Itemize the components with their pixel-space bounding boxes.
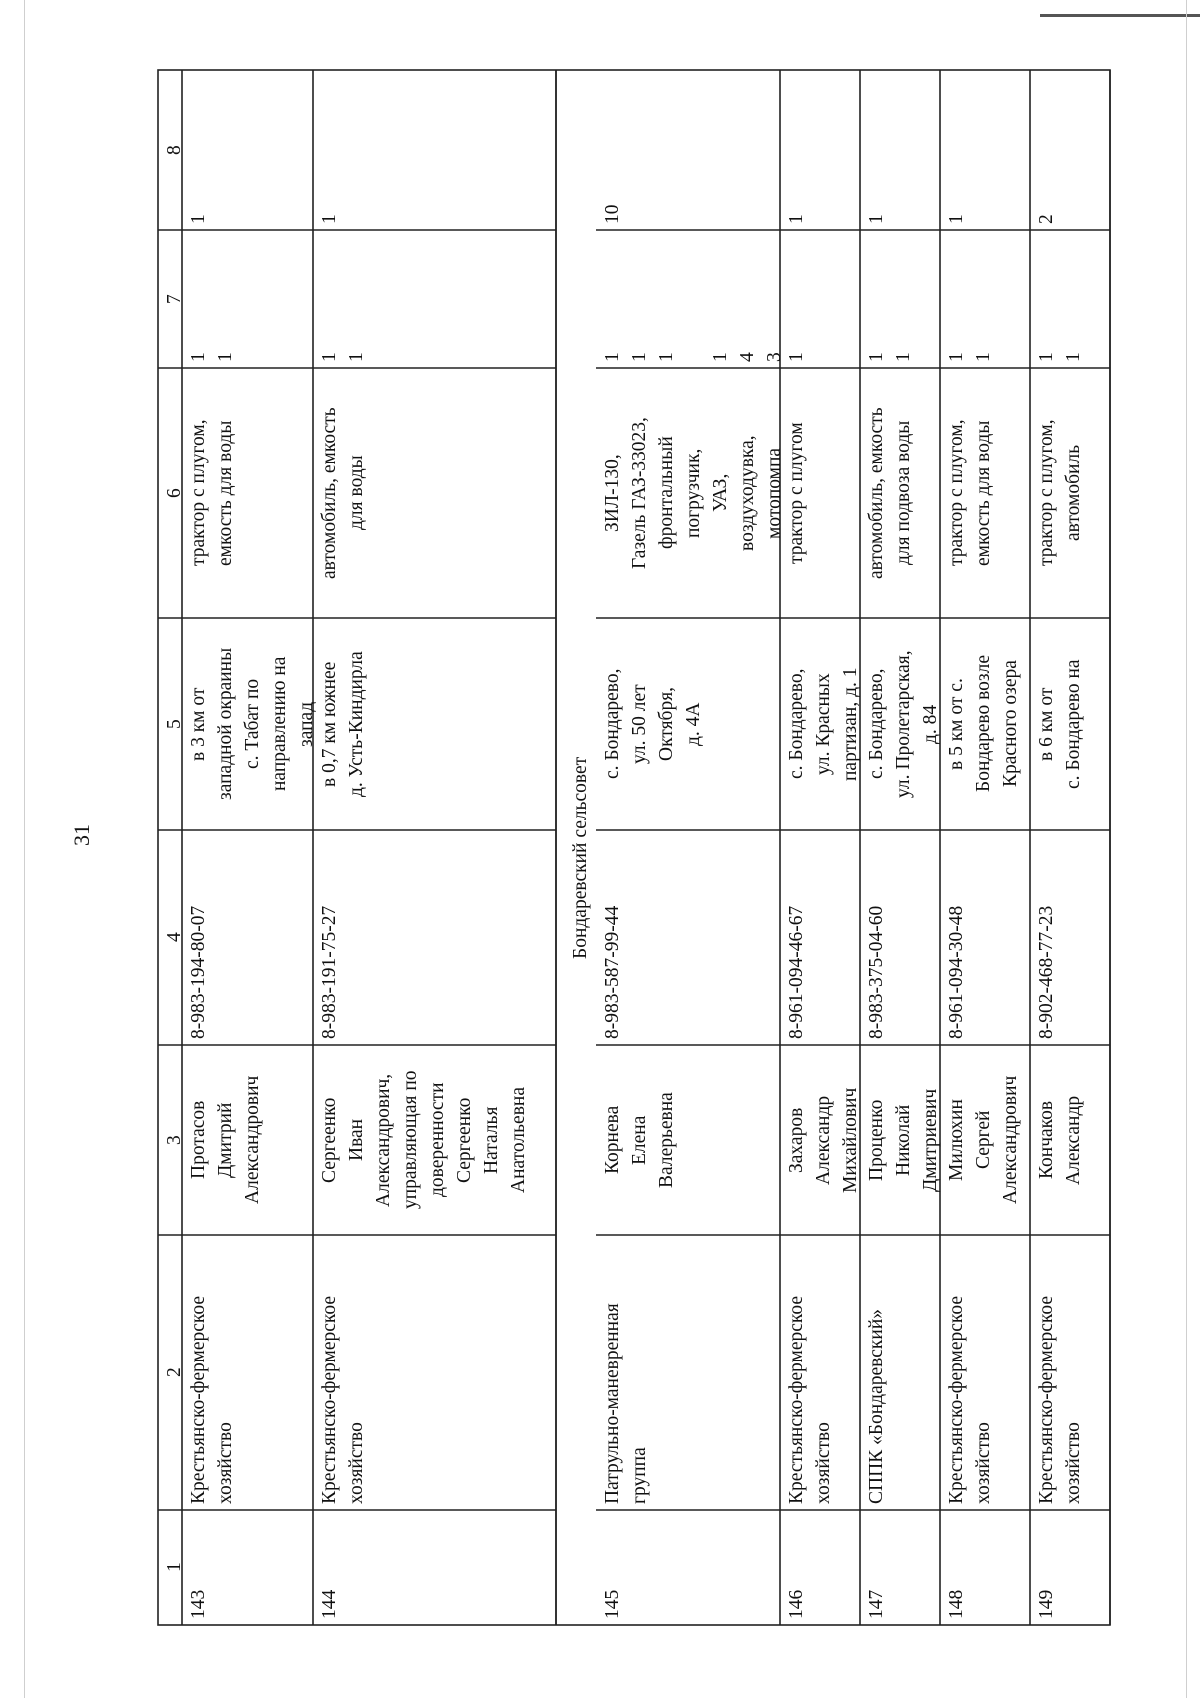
cell-qty-149: 1 1 [1036, 352, 1084, 362]
cell-equipment-148: трактор с плугом, емкость для воды [946, 419, 994, 567]
cell-type-146: Крестьянско-фермерское хозяйство [786, 1295, 834, 1504]
cell-location-146: с. Бондарево, ул. Красных партизан, д. 1 [786, 667, 861, 781]
cell-no-143: 143 [188, 1589, 209, 1619]
cell-qty-148: 1 1 [946, 352, 994, 362]
cell-person-148: Милюхин Сергей Александрович [946, 1075, 1021, 1205]
cell-qty-147: 1 1 [866, 352, 914, 362]
cell-no-149: 149 [1036, 1589, 1057, 1619]
cell-person-149: Кончаков Александр [1036, 1095, 1084, 1185]
header-cell-2: 2 [164, 1367, 185, 1378]
header-cell-6: 6 [164, 488, 185, 498]
cell-person-146: Захаров Александр Михайлович [786, 1087, 861, 1193]
cell-no-148: 148 [946, 1589, 967, 1619]
cell-type-147: СППК «Бондаревский» [866, 1308, 887, 1504]
cell-phone-143: 8-983-194-80-07 [188, 905, 209, 1039]
cell-phone-149: 8-902-468-77-23 [1036, 905, 1057, 1039]
cell-location-148: в 5 км от с. Бондарево возле Красного озера [946, 655, 1021, 793]
cell-location-145: с. Бондарево, ул. 50 лет Октября, д. 4А [602, 668, 704, 780]
header-cell-3: 3 [164, 1135, 185, 1145]
cell-location-143: в 3 км от западной окраины с. Табат по направлению на запад [188, 647, 317, 801]
cell-people-145: 10 [602, 204, 623, 224]
cell-people-146: 1 [786, 214, 807, 224]
cell-phone-146: 8-961-094-46-67 [786, 905, 807, 1039]
cell-no-146: 146 [786, 1589, 807, 1619]
cell-qty-144: 1 1 [319, 352, 367, 362]
cell-qty-143: 1 1 [188, 352, 236, 362]
cell-person-147: Проценко Николай Дмитриевич [866, 1088, 941, 1192]
page-number: 31 [69, 824, 94, 846]
cell-type-143: Крестьянско-фермерское хозяйство [188, 1295, 236, 1504]
cell-equipment-143: трактор с плугом, емкость для воды [188, 419, 236, 567]
cell-person-143: Протасов Дмитрий Александрович [188, 1075, 263, 1205]
header-cell-4: 4 [164, 932, 185, 943]
cell-type-145: Патрульно-маневренная группа [602, 1303, 650, 1504]
cell-equipment-146: трактор с плугом [786, 422, 807, 564]
cell-no-144: 144 [319, 1589, 340, 1619]
header-cell-8: 8 [164, 145, 185, 155]
cell-people-147: 1 [866, 214, 887, 224]
header-cell-7: 7 [164, 294, 185, 304]
cell-type-149: Крестьянско-фермерское хозяйство [1036, 1295, 1084, 1504]
header-cell-1: 1 [164, 1562, 185, 1573]
cell-type-144: Крестьянско-фермерское хозяйство [319, 1295, 367, 1504]
cell-phone-145: 8-983-587-99-44 [602, 905, 623, 1039]
cell-people-149: 2 [1036, 214, 1057, 224]
cell-people-148: 1 [946, 214, 967, 224]
cell-equipment-144: автомобиль, емкость для воды [319, 407, 367, 579]
cell-people-143: 1 [188, 214, 209, 224]
header-cell-5: 5 [164, 719, 185, 729]
cell-location-149: в 6 км от с. Бондарево на [1036, 659, 1084, 789]
cell-no-147: 147 [866, 1589, 887, 1619]
cell-qty-146: 1 [786, 352, 807, 362]
cell-equipment-145: ЗИЛ-130, Газель ГАЗ-33023, фронтальный погрузчик, УАЗ, воздуходувка, мотопомпа [602, 417, 785, 569]
cell-location-144: в 0,7 км южнее д. Усть-Киндирла [319, 651, 367, 797]
cell-phone-148: 8-961-094-30-48 [946, 905, 967, 1039]
cell-location-147: с. Бондарево, ул. Пролетарская, д. 84 [866, 650, 941, 798]
cell-person-144: Сергеенко Иван Александрович, управляющая по доверенности Сергеенко Наталья Анатольевна [319, 1070, 529, 1210]
cell-no-145: 145 [602, 1589, 623, 1619]
cell-equipment-147: автомобиль, емкость для подвоза воды [866, 407, 914, 579]
cell-equipment-149: трактор с плугом, автомобиль [1036, 419, 1084, 567]
cell-people-144: 1 [319, 214, 340, 224]
cell-person-145: Корнева Елена Валерьевна [602, 1092, 677, 1188]
cell-qty-145: 1 1 1 1 4 3 [602, 352, 785, 362]
section-label: Бондаревский сельсовет [570, 756, 591, 959]
cell-type-148: Крестьянско-фермерское хозяйство [946, 1295, 994, 1504]
cell-phone-144: 8-983-191-75-27 [319, 905, 340, 1039]
cell-phone-147: 8-983-375-04-60 [866, 905, 887, 1039]
